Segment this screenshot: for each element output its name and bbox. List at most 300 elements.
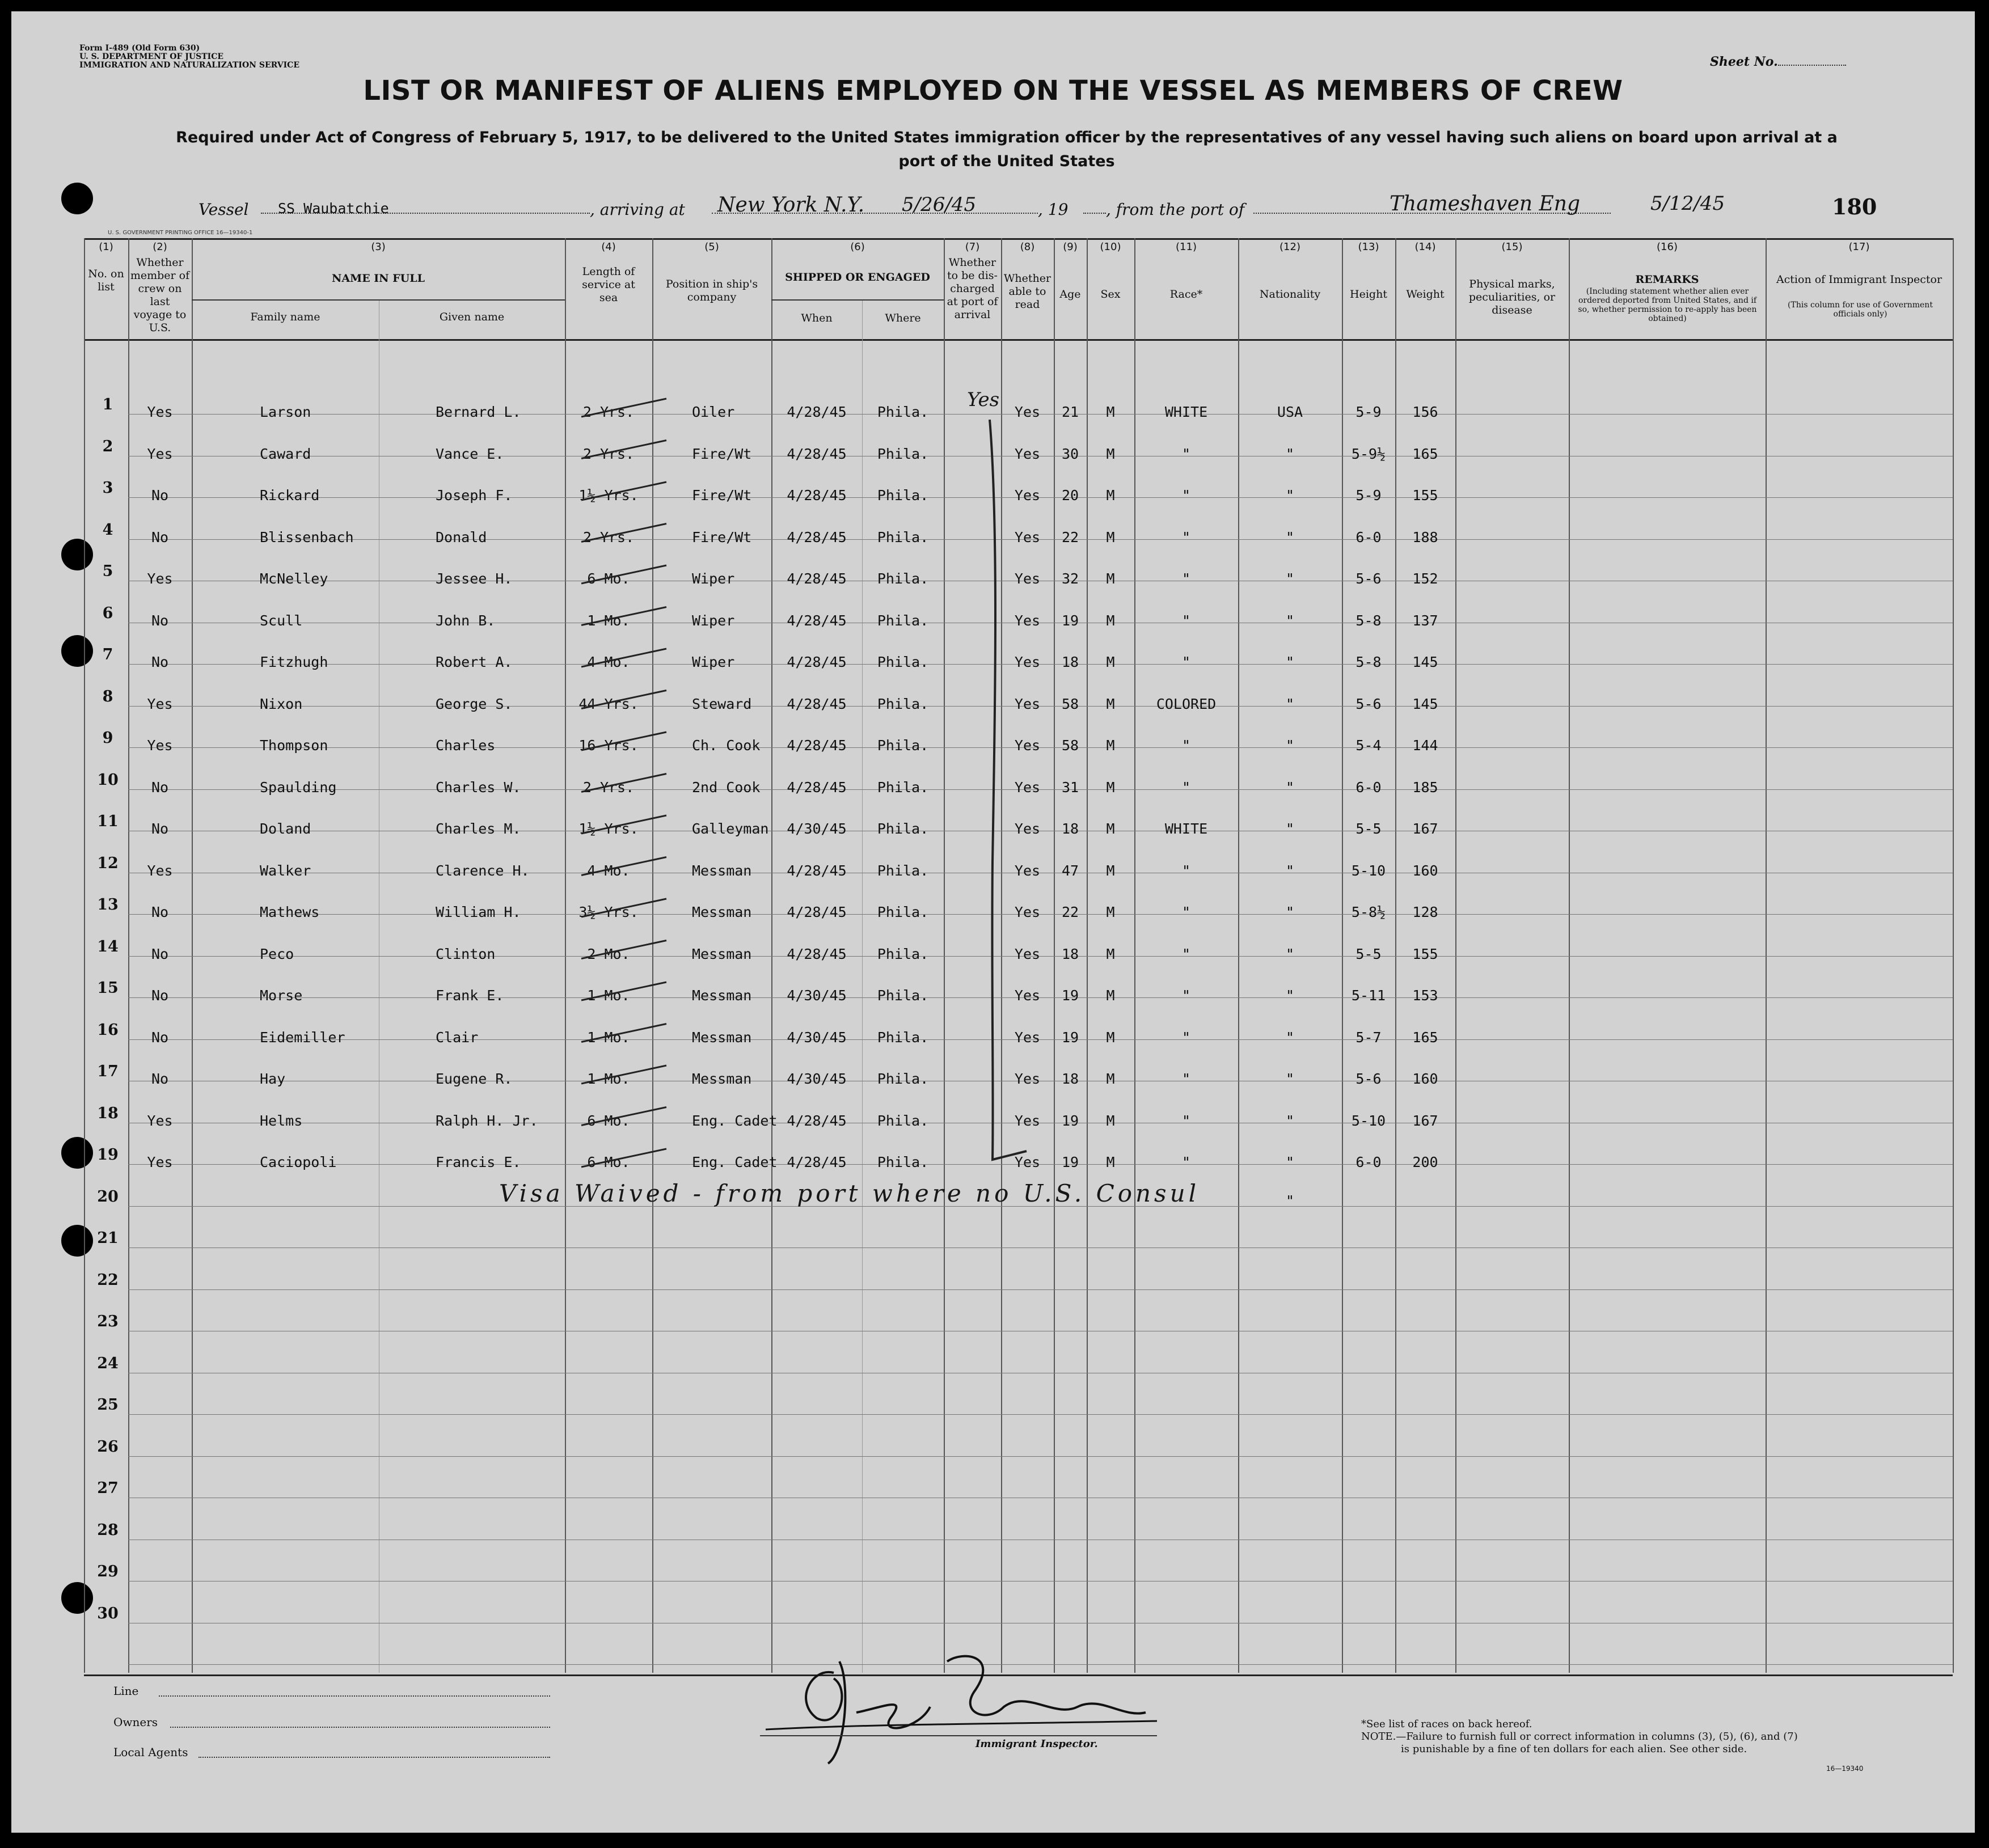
cell-race: COLORED [1156, 695, 1217, 712]
cell-when: 4/28/45 [787, 487, 847, 504]
vessel-label: Vessel [199, 200, 249, 219]
strike-mark [581, 732, 666, 750]
cell-when: 4/28/45 [787, 1154, 847, 1170]
cell-prev: No [151, 779, 169, 796]
column-number: (12) [1279, 241, 1300, 253]
cell-age: 22 [1061, 904, 1079, 920]
header-position: Position in ship's company [665, 278, 758, 303]
cell-position: Fire/Wt [692, 528, 752, 545]
cell-given: Joseph F. [436, 487, 513, 504]
header-no-on-list: No. on list [88, 268, 124, 293]
column-number: (1) [99, 241, 113, 253]
cell-where: Phila. [877, 821, 929, 837]
header-where: Where [885, 312, 921, 324]
cell-age: 22 [1061, 528, 1079, 545]
cell-prev: No [151, 945, 169, 962]
header-when: When [801, 312, 833, 324]
cell-age: 19 [1061, 1112, 1079, 1129]
cell-service: 6 Mo. [587, 1112, 630, 1129]
departure-date: 5/12/45 [1650, 192, 1725, 215]
strike-mark [581, 482, 666, 500]
row-number: 25 [97, 1396, 119, 1414]
cell-age: 18 [1061, 654, 1079, 670]
discharged-mark: Yes [967, 388, 1000, 411]
row-number: 23 [97, 1313, 119, 1330]
header-age: Age [1059, 288, 1081, 301]
column-number: (5) [704, 241, 719, 253]
cell-weight: 167 [1412, 1112, 1438, 1129]
cell-weight: 200 [1412, 1154, 1438, 1170]
footer-agents-label: Local Agents [113, 1745, 188, 1759]
cell-service: 2 Yrs. [582, 404, 635, 420]
cell-race: WHITE [1164, 404, 1208, 420]
cell-where: Phila. [877, 404, 929, 420]
cell-service: 1½ Yrs. [578, 487, 639, 504]
header-previous-voyage: Whether member of crew on last voyage to U.S. [130, 256, 190, 334]
row-number: 21 [97, 1229, 119, 1247]
arrival-date: 5/26/45 [902, 193, 977, 216]
cell-where: Phila. [877, 1154, 929, 1170]
cell-sex: M [1106, 528, 1115, 545]
cell-sex: M [1106, 1112, 1115, 1129]
cell-position: Ch. Cook [692, 737, 761, 754]
column-number: (16) [1657, 241, 1678, 253]
cell-height: 5-9 [1355, 487, 1382, 504]
cell-age: 21 [1061, 404, 1079, 420]
row-number: 2 [102, 437, 113, 455]
cell-given: Clinton [436, 945, 496, 962]
cell-when: 4/28/45 [787, 404, 847, 420]
cell-race: " [1181, 445, 1191, 462]
cell-read: Yes [1014, 612, 1041, 629]
row-line [128, 1247, 1953, 1248]
cell-given: Clair [436, 1029, 479, 1046]
row-number: 19 [97, 1146, 119, 1164]
cell-when: 4/28/45 [787, 779, 847, 796]
strike-mark [581, 899, 666, 917]
cell-nationality: " [1285, 695, 1295, 712]
strike-mark [581, 1024, 666, 1042]
column-number: (17) [1848, 241, 1870, 253]
row-number: 12 [97, 854, 119, 872]
strike-mark [581, 565, 666, 583]
punch-hole [61, 183, 93, 214]
cell-position: Galleyman [692, 821, 769, 837]
cell-family: Blissenbach [260, 528, 354, 545]
cell-service: 1 Mo. [587, 987, 630, 1004]
cell-sex: M [1106, 737, 1115, 754]
page-subtitle: Required under Act of Congress of February 5, 1917, to be delivered to the United States immigration officer by the representatives of any vessel having such aliens on board upon arrival at a port of the United States [176, 129, 1838, 170]
cell-age: 18 [1061, 945, 1079, 962]
header-shipped: SHIPPED OR ENGAGED [785, 271, 930, 284]
cell-prev: Yes [147, 1154, 173, 1170]
cell-race: " [1181, 570, 1191, 587]
cell-read: Yes [1014, 404, 1041, 420]
cell-weight: 137 [1412, 612, 1438, 629]
cell-service: 6 Mo. [587, 1154, 630, 1170]
cell-where: Phila. [877, 779, 929, 796]
column-number: (11) [1176, 241, 1197, 253]
cell-race: " [1181, 904, 1191, 920]
cell-family: Hay [260, 1071, 286, 1087]
cell-weight: 155 [1412, 487, 1438, 504]
cell-given: Charles M. [436, 821, 521, 837]
footer-owners-label: Owners [113, 1715, 158, 1729]
row-number: 14 [97, 937, 119, 955]
cell-when: 4/28/45 [787, 695, 847, 712]
cell-race: " [1181, 945, 1191, 962]
header-given-name: Given name [439, 311, 505, 323]
strike-mark [581, 524, 666, 542]
cell-nationality: " [1285, 487, 1295, 504]
arriving-port: New York N.Y. [717, 193, 865, 217]
cell-age: 30 [1061, 445, 1079, 462]
cell-position: Messman [692, 904, 752, 920]
cell-read: Yes [1014, 654, 1041, 670]
cell-sex: M [1106, 779, 1115, 796]
cell-height: 5-8½ [1351, 904, 1386, 920]
inspector-signature [760, 1639, 1168, 1769]
cell-given: Bernard L. [436, 404, 521, 420]
cell-race: " [1181, 654, 1191, 670]
cell-position: Wiper [692, 654, 735, 670]
cell-family: Larson [260, 404, 311, 420]
cell-read: Yes [1014, 779, 1041, 796]
cell-height: 5-11 [1351, 987, 1386, 1004]
cell-when: 4/28/45 [787, 445, 847, 462]
cell-weight: 165 [1412, 445, 1438, 462]
cell-nationality: " [1285, 1071, 1295, 1087]
cell-sex: M [1106, 654, 1115, 670]
column-number: (3) [371, 241, 386, 253]
footer-note: *See list of races on back hereof. NOTE.—Failure to furnish full or correct information in columns (3), (5), (6), and (7) is punishable by a fine of ten dollars for each alien. See other side. [1361, 1718, 1798, 1755]
cell-where: Phila. [877, 945, 929, 962]
cell-race: " [1181, 1112, 1191, 1129]
cell-given: William H. [436, 904, 521, 920]
cell-prev: Yes [147, 1112, 173, 1129]
strike-mark [581, 857, 666, 876]
cell-when: 4/28/45 [787, 862, 847, 879]
form-id: Form I-489 (Old Form 630) U. S. DEPARTMENT OF JUSTICE IMMIGRATION AND NATURALIZATION SERVICE [79, 44, 299, 70]
cell-given: George S. [436, 695, 513, 712]
column-number: (6) [850, 241, 865, 253]
cell-prev: No [151, 654, 169, 670]
cell-race: " [1181, 1029, 1191, 1046]
cell-position: Messman [692, 1071, 752, 1087]
cell-nationality: " [1285, 821, 1295, 837]
column-number: (9) [1063, 241, 1078, 253]
header-discharged: Whether to be dis- charged at port of arrival [947, 256, 998, 321]
cell-sex: M [1106, 821, 1115, 837]
header-family-name: Family name [250, 311, 320, 323]
from-port: Thameshaven Eng [1390, 192, 1581, 215]
cell-given: Robert A. [436, 654, 513, 670]
row-number: 8 [102, 687, 113, 705]
cell-read: Yes [1014, 528, 1041, 545]
cell-when: 4/28/45 [787, 570, 847, 587]
cell-sex: M [1106, 1071, 1115, 1087]
cell-sex: M [1106, 612, 1115, 629]
cell-prev: Yes [147, 570, 173, 587]
cell-height: 5-6 [1355, 570, 1382, 587]
cell-prev: Yes [147, 445, 173, 462]
strike-mark [581, 941, 666, 959]
cell-given: Ralph H. Jr. [436, 1112, 538, 1129]
cell-service: 16 Yrs. [578, 737, 639, 754]
cell-age: 58 [1061, 737, 1079, 754]
strike-mark [581, 607, 666, 625]
header-physical: Physical marks, peculiarities, or disease [1468, 278, 1556, 316]
cell-family: Peco [260, 945, 294, 962]
row-number: 11 [97, 813, 119, 830]
header-name-in-full: NAME IN FULL [332, 272, 425, 285]
page-title: LIST OR MANIFEST OF ALIENS EMPLOYED ON THE VESSEL AS MEMBERS OF CREW [363, 75, 1623, 107]
page-number: 180 [1832, 194, 1877, 219]
header-action-note: (This column for use of Government officials only) [1788, 301, 1933, 319]
cell-race: " [1181, 528, 1191, 545]
cell-prev: Yes [147, 862, 173, 879]
cell-position: Eng. Cadet [692, 1112, 778, 1129]
cell-service: 2 Yrs. [582, 779, 635, 796]
row-number: 17 [97, 1063, 119, 1080]
row-number: 20 [97, 1187, 119, 1206]
cell-nationality: " [1285, 779, 1295, 796]
strike-mark [581, 1107, 666, 1126]
cell-family: Caciopoli [260, 1154, 337, 1170]
year-label: , 19 [1038, 200, 1069, 219]
cell-service: 2 Mo. [587, 945, 630, 962]
row-number: 4 [102, 521, 113, 539]
cell-weight: 153 [1412, 987, 1438, 1004]
row-number: 10 [97, 771, 119, 789]
cell-family: Rickard [260, 487, 320, 504]
cell-family: Mathews [260, 904, 320, 920]
cell-when: 4/28/45 [787, 1112, 847, 1129]
cell-when: 4/28/45 [787, 528, 847, 545]
cell-height: 5-9½ [1351, 445, 1386, 462]
cell-nationality: USA [1277, 404, 1303, 420]
cell-prev: No [151, 612, 169, 629]
cell-position: 2nd Cook [692, 779, 761, 796]
cell-nationality: " [1285, 445, 1295, 462]
cell-sex: M [1106, 1029, 1115, 1046]
cell-when: 4/30/45 [787, 1029, 847, 1046]
vessel-name: SS Waubatchie [278, 200, 389, 217]
cell-prev: No [151, 1029, 169, 1046]
cell-family: Fitzhugh [260, 654, 328, 670]
cell-weight: 188 [1412, 528, 1438, 545]
cell-race: " [1181, 1154, 1191, 1170]
header-able-read: Whether able to read [1003, 272, 1051, 311]
header-length-service: Length of service at sea [582, 265, 635, 304]
cell-height: 5-10 [1351, 862, 1386, 879]
cell-where: Phila. [877, 654, 929, 670]
cell-height: 6-0 [1355, 1154, 1382, 1170]
strike-mark [581, 982, 666, 1000]
cell-where: Phila. [877, 612, 929, 629]
column-number: (13) [1358, 241, 1379, 253]
cell-service: 3½ Yrs. [578, 904, 639, 920]
cell-age: 19 [1061, 1029, 1079, 1046]
cell-race: " [1181, 987, 1191, 1004]
cell-height: 5-9 [1355, 404, 1382, 420]
cell-when: 4/30/45 [787, 821, 847, 837]
cell-race: WHITE [1164, 821, 1208, 837]
from-port-label: , from the port of [1106, 200, 1245, 219]
header-action: Action of Immigrant Inspector [1776, 273, 1942, 286]
footer-line-label: Line [113, 1684, 139, 1698]
strike-mark [581, 399, 666, 417]
cell-where: Phila. [877, 528, 929, 545]
cell-nationality: " [1285, 945, 1295, 962]
cell-given: Donald [436, 528, 487, 545]
cell-prev: Yes [147, 737, 173, 754]
cell-family: Doland [260, 821, 311, 837]
cell-sex: M [1106, 1154, 1115, 1170]
cell-read: Yes [1014, 695, 1041, 712]
cell-read: Yes [1014, 945, 1041, 962]
cell-family: Scull [260, 612, 303, 629]
cell-height: 5-5 [1355, 821, 1382, 837]
cell-position: Messman [692, 862, 752, 879]
cell-given: Vance E. [436, 445, 504, 462]
cell-read: Yes [1014, 737, 1041, 754]
cell-position: Wiper [692, 612, 735, 629]
cell-where: Phila. [877, 737, 929, 754]
cell-service: 4 Mo. [587, 862, 630, 879]
cell-height: 5-6 [1355, 695, 1382, 712]
cell-sex: M [1106, 987, 1115, 1004]
cell-when: 4/28/45 [787, 654, 847, 670]
cell-weight: 145 [1412, 695, 1438, 712]
row-number: 7 [102, 646, 113, 663]
cell-height: 5-4 [1355, 737, 1382, 754]
cell-prev: Yes [147, 404, 173, 420]
cell-nationality: " [1285, 904, 1295, 920]
cell-height: 5-8 [1355, 612, 1382, 629]
row-number: 22 [97, 1271, 119, 1289]
cell-service: 1½ Yrs. [578, 821, 639, 837]
cell-family: Nixon [260, 695, 303, 712]
cell-where: Phila. [877, 904, 929, 920]
cell-height: 5-5 [1355, 945, 1382, 962]
cell-service: 6 Mo. [587, 570, 630, 587]
cell-age: 32 [1061, 570, 1079, 587]
cell-age: 18 [1061, 821, 1079, 837]
row-line [128, 1456, 1953, 1457]
cell-weight: 160 [1412, 862, 1438, 879]
cell-nationality: " [1285, 1112, 1295, 1129]
sheet-number-label: Sheet No. [1710, 54, 1846, 69]
cell-given: Eugene R. [436, 1071, 513, 1087]
cell-where: Phila. [877, 1112, 929, 1129]
column-number: (15) [1501, 241, 1523, 253]
cell-nationality: " [1285, 528, 1295, 545]
cell-age: 58 [1061, 695, 1079, 712]
cell-weight: 165 [1412, 1029, 1438, 1046]
strike-mark [581, 1065, 666, 1084]
row-number: 16 [97, 1021, 119, 1039]
cell-position: Oiler [692, 404, 735, 420]
printing-office: U. S. GOVERNMENT PRINTING OFFICE 16—19340-1 [108, 230, 253, 236]
cell-when: 4/28/45 [787, 612, 847, 629]
cell-race: " [1181, 612, 1191, 629]
strike-mark [581, 649, 666, 667]
header-height: Height [1350, 288, 1387, 301]
row-number: 26 [97, 1437, 119, 1456]
cell-weight: 144 [1412, 737, 1438, 754]
cell-nationality: " [1285, 654, 1295, 670]
header-nationality: Nationality [1259, 288, 1321, 301]
cell-read: Yes [1014, 904, 1041, 920]
cell-read: Yes [1014, 821, 1041, 837]
header-sex: Sex [1100, 288, 1121, 301]
row-number: 5 [102, 563, 113, 580]
cell-age: 19 [1061, 612, 1079, 629]
cell-when: 4/28/45 [787, 737, 847, 754]
arriving-label: , arriving at [590, 200, 685, 219]
cell-prev: No [151, 821, 169, 837]
cell-read: Yes [1014, 570, 1041, 587]
row-number: 13 [97, 896, 119, 914]
cell-given: Charles [436, 737, 496, 754]
cell-sex: M [1106, 570, 1115, 587]
cell-sex: M [1106, 445, 1115, 462]
cell-family: Morse [260, 987, 303, 1004]
row-number: 27 [97, 1479, 119, 1497]
cell-nationality: " [1285, 987, 1295, 1004]
visa-note: Visa Waived - from port where no U.S. Consul [499, 1179, 1200, 1207]
cell-where: Phila. [877, 987, 929, 1004]
column-number: (4) [601, 241, 616, 253]
cell-weight: 167 [1412, 821, 1438, 837]
cell-sex: M [1106, 862, 1115, 879]
cell-age: 19 [1061, 1154, 1079, 1170]
cell-prev: No [151, 528, 169, 545]
cell-service: 1 Mo. [587, 1029, 630, 1046]
cell-prev: No [151, 1071, 169, 1087]
cell-where: Phila. [877, 695, 929, 712]
row-number: 18 [97, 1104, 119, 1122]
cell-given: Frank E. [436, 987, 504, 1004]
cell-service: 1 Mo. [587, 1071, 630, 1087]
cell-race: " [1181, 1071, 1191, 1087]
cell-read: Yes [1014, 1029, 1041, 1046]
cell-where: Phila. [877, 487, 929, 504]
cell-age: 20 [1061, 487, 1079, 504]
cell-read: Yes [1014, 987, 1041, 1004]
cell-sex: M [1106, 404, 1115, 420]
cell-height: 5-7 [1355, 1029, 1382, 1046]
row-line [128, 1414, 1953, 1415]
cell-nationality: " [1285, 1029, 1295, 1046]
cell-height: 5-6 [1355, 1071, 1382, 1087]
cell-family: Spaulding [260, 779, 337, 796]
service-strikes [573, 386, 720, 1191]
cell-age: 19 [1061, 987, 1079, 1004]
row-number: 29 [97, 1563, 119, 1580]
header-remarks-note: (Including statement whether alien ever ordered deported from United States, and if so, whether permission to re-apply has been obtained) [1578, 287, 1757, 323]
cell-position: Eng. Cadet [692, 1154, 778, 1170]
row-number: 28 [97, 1521, 119, 1539]
cell-height: 5-8 [1355, 654, 1382, 670]
cell-when: 4/28/45 [787, 945, 847, 962]
cell-service: 1 Mo. [587, 612, 630, 629]
inspector-label: Immigrant Inspector. [976, 1738, 1098, 1750]
header-remarks: REMARKS [1635, 273, 1699, 286]
cell-given: Francis E. [436, 1154, 521, 1170]
cell-position: Fire/Wt [692, 445, 752, 462]
